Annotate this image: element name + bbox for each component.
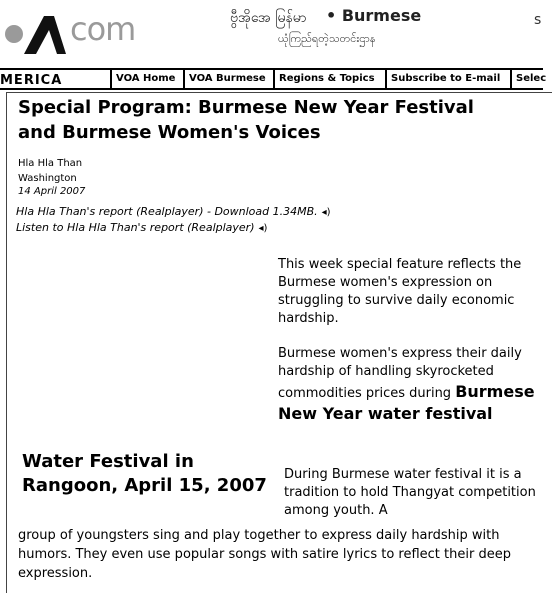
article-paragraph-3-start: During Burmese water festival it is a tradition to hold Thangyat competition among youth. A <box>284 467 536 518</box>
speaker-icon[interactable]: ◂) <box>321 207 331 218</box>
paragraph-2-text: Burmese women's express their daily hardship of handling skyrocketed commodities prices during <box>278 346 522 401</box>
speaker-icon[interactable]: ◂) <box>258 223 268 234</box>
nav-bar <box>0 68 547 90</box>
section-subheading: Water Festival in Rangoon, April 15, 2007 <box>22 451 267 496</box>
service-name-english <box>326 6 421 25</box>
article-paragraph-2 <box>278 345 548 425</box>
logo-text[interactable]: com <box>70 10 136 48</box>
byline-date: 14 April 2007 <box>18 186 86 197</box>
nav-item-voa-burmese[interactable]: VOA Burmese <box>183 70 270 88</box>
article-paragraph-1: This week special feature reflects the Burmese women's expression on struggling to survive daily economic hardship. <box>278 257 522 326</box>
service-tagline: ယုံကြည်ရတဲ့သတင်းဌာန <box>278 32 376 45</box>
voa-logo-icon[interactable] <box>0 10 74 60</box>
article-paragraph-3-continued: group of youngsters sing and play together to express daily hardship with humors. They even use popular songs with satire lyrics to reflect their deep expression. <box>18 528 511 581</box>
lang-english-label: Burmese <box>341 6 422 25</box>
nav-brand: MERICA <box>0 73 63 88</box>
nav-item-select[interactable]: Selec <box>510 70 550 88</box>
byline-author: Hla Hla Than <box>18 158 83 169</box>
download-report-label[interactable]: Hla Hla Than's report (Realplayer) - Download 1.34MB. <box>16 205 318 218</box>
byline-location: Washington <box>18 173 77 184</box>
nav-item-subscribe-email[interactable]: Subscribe to E-mail <box>385 70 504 88</box>
scroll-marker-icon <box>0 388 1 402</box>
header-right-fragment: s <box>534 12 542 28</box>
listen-report-link[interactable] <box>16 221 267 234</box>
paragraph-2-emphasis: Burmese New Year water festival <box>278 382 535 423</box>
site-header <box>0 0 543 68</box>
nav-item-voa-home[interactable]: VOA Home <box>110 70 179 88</box>
listen-report-label[interactable]: Listen to Hla Hla Than's report (Realplayer) <box>16 221 255 234</box>
page-title: Special Program: Burmese New Year Festival and Burmese Women's Voices <box>18 97 474 143</box>
service-name-burmese-script: ဗွီအိုအေ မြန်မာ <box>230 10 307 26</box>
nav-item-regions-topics[interactable]: Regions & Topics <box>273 70 379 88</box>
download-report-link[interactable] <box>16 205 331 218</box>
lang-separator: • <box>326 6 337 25</box>
